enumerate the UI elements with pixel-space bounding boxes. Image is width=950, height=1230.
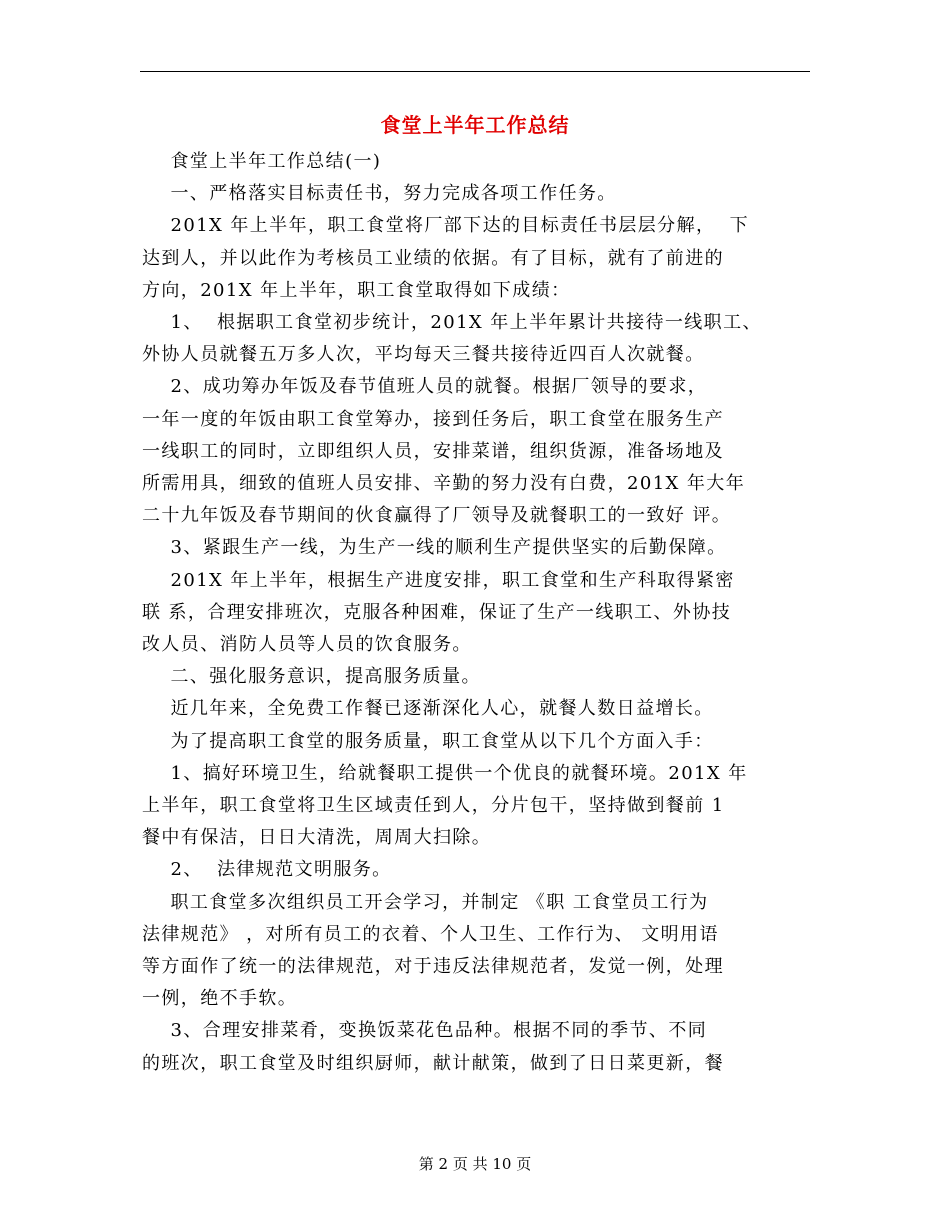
paragraph-line: 所需用具，细致的值班人员安排、辛勤的努力没有白费，201X 年大年 (142, 473, 746, 495)
page-footer: 第 2 页 共 10 页 (418, 1155, 532, 1173)
paragraph-line: 2、 法律规范文明服务。 (142, 859, 392, 881)
paragraph-line: 外协人员就餐五万多人次，平均每天三餐共接待近四百人次就餐。 (142, 344, 705, 366)
page-title: 食堂上半年工作总结 (380, 113, 570, 137)
paragraph-line: 1、 根据职工食堂初步统计，201X 年上半年累计共接待一线职工、 (142, 312, 762, 334)
paragraph-line: 法律规范》 ，对所有员工的衣着、个人卫生、工作行为、 文明用语 (142, 923, 719, 945)
paragraph-line: 食堂上半年工作总结(一) (142, 151, 382, 172)
paragraph-line: 二、强化服务意识，提高服务质量。 (142, 666, 481, 688)
paragraph-line: 3、合理安排菜肴，变换饭菜花色品种。根据不同的季节、不同 (142, 1020, 708, 1042)
paragraph-line: 1、搞好环境卫生，给就餐职工提供一个优良的就餐环境。201X 年 (142, 762, 748, 784)
paragraph-line: 等方面作了统一的法律规范，对于违反法律规范者，发觉一例，处理 (142, 956, 724, 978)
paragraph-line: 一、严格落实目标责任书，努力完成各项工作任务。 (142, 183, 617, 205)
header-rule (140, 71, 810, 72)
paragraph-line: 方向，201X 年上半年，职工食堂取得如下成绩： (142, 279, 571, 301)
paragraph-line: 餐中有保洁，日日大清洗，周周大扫除。 (142, 827, 492, 849)
paragraph-line: 2、成功筹办年饭及春节值班人员的就餐。根据厂领导的要求， (142, 376, 708, 398)
paragraph-line: 一例，绝不手软。 (142, 988, 298, 1010)
paragraph-line: 一线职工的同时，立即组织人员，安排菜谱，组织货源，准备场地及 (142, 440, 724, 462)
document-body (142, 146, 822, 1080)
paragraph-line: 近几年来，全免费工作餐已逐渐深化人心，就餐人数日益增长。 (142, 698, 714, 720)
paragraph-line: 职工食堂多次组织员工开会学习，并制定 《职 工食堂员工行为 (142, 891, 709, 913)
paragraph-line: 上半年，职工食堂将卫生区域责任到人，分片包干，坚持做到餐前 1 (142, 795, 725, 817)
paragraph-line: 3、紧跟生产一线，为生产一线的顺利生产提供坚实的后勤保障。 (142, 537, 727, 559)
paragraph-line: 201X 年上半年，根据生产进度安排，职工食堂和生产科取得紧密 (142, 569, 735, 591)
paragraph-line: 一年一度的年饭由职工食堂筹办，接到任务后，职工食堂在服务生产 (142, 408, 724, 430)
paragraph-line: 二十九年饭及春节期间的伙食赢得了厂领导及就餐职工的一致好 评。 (142, 505, 732, 527)
paragraph-line: 达到人，并以此作为考核员工业绩的依据。有了目标，就有了前进的 (142, 247, 724, 269)
paragraph-line: 的班次，职工食堂及时组织厨师，献计献策，做到了日日菜更新，餐 (142, 1052, 724, 1074)
paragraph-line: 201X 年上半年，职工食堂将厂部下达的目标责任书层层分解， 下 (142, 215, 750, 237)
paragraph-line: 为了提高职工食堂的服务质量，职工食堂从以下几个方面入手： (142, 730, 714, 752)
paragraph-line: 联 系，合理安排班次，克服各种困难，保证了生产一线职工、外协技 (142, 601, 732, 623)
paragraph-line: 改人员、消防人员等人员的饮食服务。 (142, 634, 472, 656)
